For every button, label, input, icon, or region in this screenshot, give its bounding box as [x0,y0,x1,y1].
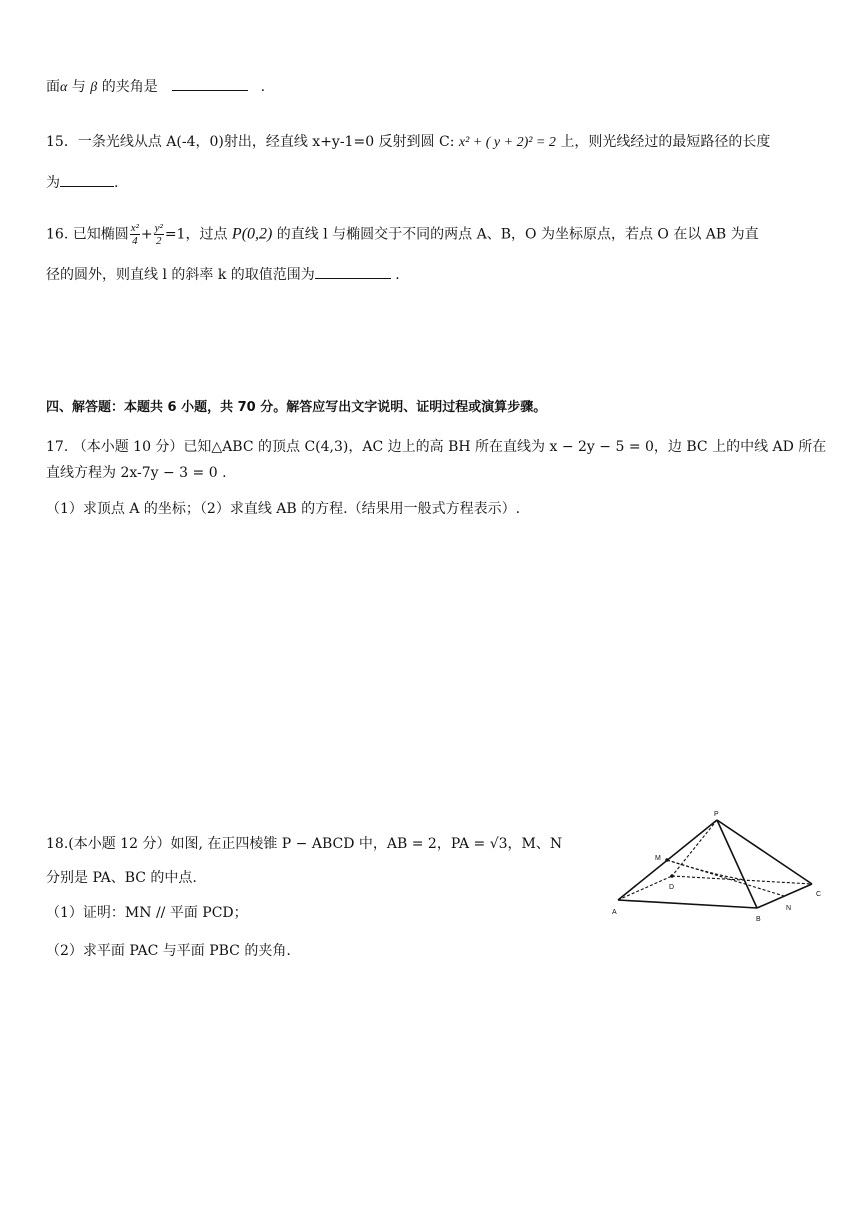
q17-line3: （1）求顶点 A 的坐标；（2）求直线 AB 的方程.（结果用一般式方程表示）. [46,501,521,517]
q14-text: 与 [67,79,91,95]
q14-tail-line [46,76,265,98]
section-4-heading: 四、解答题：本题共 6 小题，共 70 分。解答应写出文字说明、证明过程或演算步骤。 [46,400,547,415]
edge-ab [618,900,757,908]
beta-symbol: β [90,80,98,95]
q18-line4: （2）求平面 PAC 与平面 PBC 的夹角. [46,943,291,959]
label-n: N [786,905,792,912]
answer-blank [315,264,391,279]
label-d: D [669,884,675,891]
edge-ad-hidden [618,876,675,900]
q16-text: =1，过点 [164,226,232,243]
q15-text: 上，则光线经过的最短路径的长度 [555,134,771,150]
answer-blank [60,172,114,187]
label-b: B [756,916,761,923]
q16-text: 16. 已知椭圆 [46,226,129,243]
label-a: A [612,909,617,916]
q15-line2 [46,172,118,193]
segment-mp-aux [667,860,745,880]
q16-end: . [390,267,400,283]
point-d-dot [670,874,674,878]
q14-end: . [260,79,266,95]
q15-text: 为 [46,175,60,191]
q15-text: 15．一条光线从点 A(-4，0)射出，经直线 x+y-1=0 反射到圆 C: [46,134,459,150]
edge-pd-hidden [672,820,717,876]
q16-text: 的直线 l 与椭圆交于不同的两点 A、B，O 为坐标原点，若点 O 在以 AB 为直 [272,226,759,243]
plus-sign: + [140,226,153,243]
pyramid-figure [600,804,840,934]
label-c: C [816,891,822,898]
q14-text: 的夹角是 [97,79,158,95]
q18-line2: 分别是 PA、BC 的中点. [46,870,197,886]
label-p: P [714,811,719,818]
q17-line1: 17. （本小题 10 分）已知△ABC 的顶点 C(4,3)，AC 边上的高 BH 所在直线为 x − 2y − 5 = 0，边 BC 上的中线 AD 所在 [46,439,827,455]
label-m: M [655,855,661,862]
q15-circle-equation: x² + ( y + 2)² = 2 [458,135,556,150]
q16-line1 [46,222,759,247]
q17-line2: 直线方程为 2x-7y − 3 = 0 . [46,465,227,481]
q14-text: 面 [46,79,60,95]
answer-blank [172,76,248,91]
point-p: P(0,2) [231,225,273,243]
fraction-y2-over-2: $\frac{\text{y²}}{2}$ [154,222,163,247]
edge-bc [757,884,812,908]
q16-line2 [46,264,400,285]
q18-line1: 18.(本小题 12 分）如图, 在正四棱锥 P − ABCD 中，AB = 2，PA = √3，M、N [46,836,563,852]
q15-line1 [46,132,770,153]
q18-line3: （1）证明：MN // 平面 PCD； [46,905,248,921]
q16-text: 径的圆外，则直线 l 的斜率 k 的取值范围为 [46,267,315,283]
fraction-x2-over-4: $\frac{\text{x²}}{4}$ [130,222,139,247]
alpha-symbol: α [60,80,68,95]
point-m-dot [665,858,669,862]
q15-end: . [114,175,119,191]
